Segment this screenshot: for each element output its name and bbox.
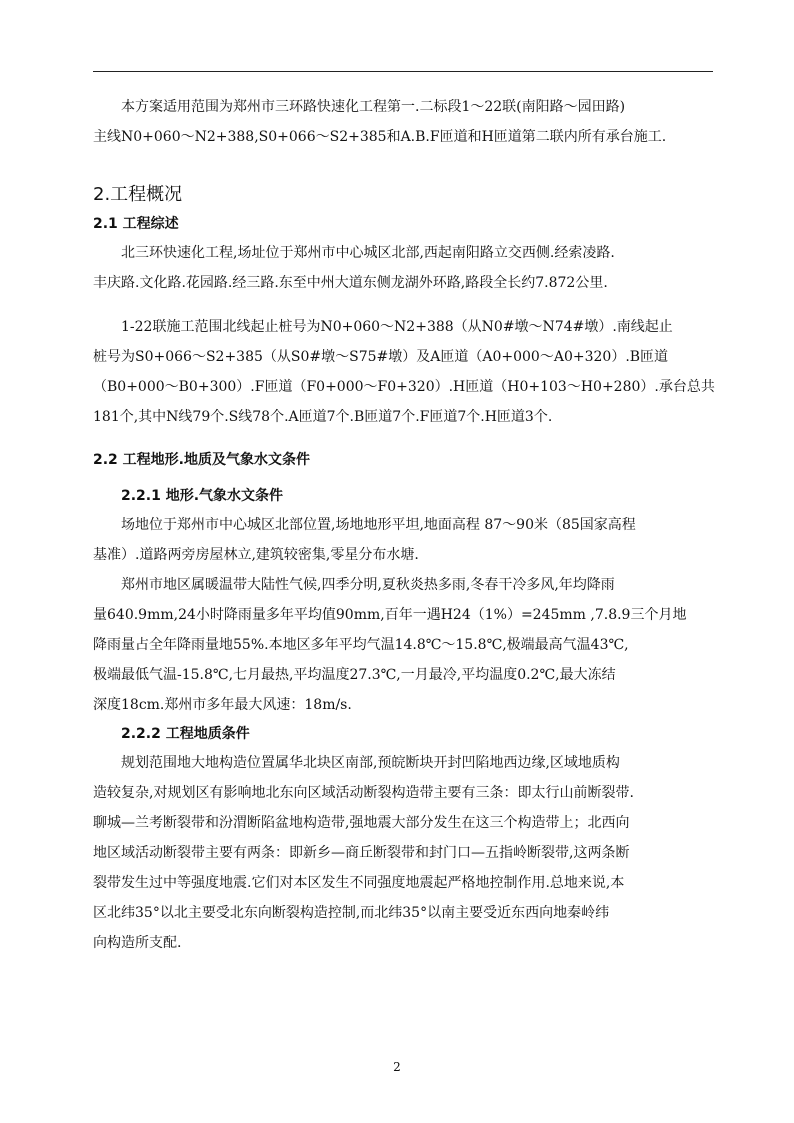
section-2-2-1-title: 2.2.1 地形.气象水文条件 (121, 488, 284, 504)
page-number: 2 (393, 1060, 401, 1074)
header-rule (93, 71, 713, 72)
overview-paragraph: 北三环快速化工程,场址位于郑州市中心城区北部,西起南阳路立交西侧.经索凌路. 丰庆路.文化路.花园路.经三路.东至中州大道东侧龙湖外环路,路段全长约7.872公里. (93, 245, 615, 291)
section-2-2-title: 2.2 工程地形.地质及气象水文条件 (93, 452, 310, 468)
climate-paragraph: 郑州市地区属暖温带大陆性气候,四季分明,夏秋炎热多雨,冬春干冷多风,年均降雨 量640.9mm,24小时降雨量多年平均值90mm,百年一遇H24（1%）=245mm ,7.8.9三个月地 降雨量占全年降雨量地55%.本地区多年平均气温14.8℃～15.8℃,极端最高气温43℃, 极端最低气温-15.8℃,七月最热,平均温度27.3℃,一月最冷,平均温度0.2℃,最大冻结 深度18cm.郑州市多年最大风速：18m/s. (93, 577, 687, 713)
page-content (93, 92, 715, 958)
section-2-2-2-title: 2.2.2 工程地质条件 (121, 726, 250, 742)
geology-paragraph: 规划范围地大地构造位置属华北块区南部,预皖断块开封凹陷地西边缘,区域地质构 造较复杂,对规划区有影响地北东向区域活动断裂构造带主要有三条：即太行山前断裂带. 聊城—兰考断裂带和汾渭断陷盆地构造带,强地震大部分发生在这三个构造带上；北西向 地区域活动断裂带主要有两条：即新乡—商丘断裂带和封门口—五指岭断裂带,这两条断 裂带发生过中等强度地震.它们对本区发生不同强度地震起严格地控制作用.总地来说,本 区北纬35°以北主要受北东向断裂构造控制,而北纬35°以南主要受近东西向地秦岭纬 向构造所支配. (93, 755, 634, 951)
section-2-1-title: 2.1 工程综述 (93, 216, 179, 232)
terrain-paragraph: 场地位于郑州市中心城区北部位置,场地地形平坦,地面高程 87～90米（85国家高程 基准）.道路两旁房屋林立,建筑较密集,零星分布水塘. (93, 517, 636, 563)
intro-paragraph: 本方案适用范围为郑州市三环路快速化工程第一.二标段1～22联(南阳路～园田路) 主线N0+060～N2+388,S0+066～S2+385和A.B.F匝道和H匝道第二联内所有承台施工. (93, 99, 667, 145)
scope-paragraph: 1-22联施工范围北线起止桩号为N0+060～N2+388（从N0#墩～N74#墩）.南线起止 桩号为S0+066～S2+385（从S0#墩～S75#墩）及A匝道（A0+000～A0+320）.B匝道 （B0+000～B0+300）.F匝道（F0+000～F0+320）.H匝道（H0+103～H0+280）.承台总共 181个,其中N线79个.S线78个.A匝道7个.B匝道7个.F匝道7个.H匝道3个. (93, 319, 715, 425)
section-2-title: 2.工程概况 (93, 184, 183, 205)
